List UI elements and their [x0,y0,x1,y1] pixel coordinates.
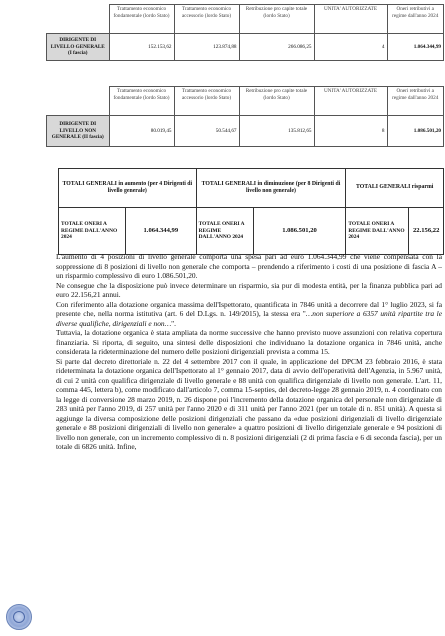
cost-table-general-level [46,4,444,61]
cell-charges: 1.064.344,99 [387,34,444,61]
cell-fundamental: 80.019,45 [109,116,174,147]
paragraph-savings: Ne consegue che la disposizione può invece determinare un risparmio, sia pur di modesta entità, per la finanza pubblica pari ad euro 22.156,21 annui. [56,280,442,299]
totals-savings-header: TOTALI GENERALI risparmi [346,169,444,208]
cell-fundamental: 152.153,62 [109,34,174,61]
total-label-increase: TOTALE ONERI A REGIME DALL'ANNO 2024 [59,208,126,255]
header-fundamental: Trattamento economico fondamentale (lordo Stato) [109,87,174,116]
paragraph-expansion: Tuttavia, la dotazione organica è stata ampliata da norme successive che hanno previsto nuove assunzioni con relativa copertura finanziaria. Si riporta, di seguito, una sintesi delle disposizioni che individuano la dotazione organica in 7846 unità, anche considerata la rideterminazione del numero delle posizioni dirigenziali prevista a comma 15. [56,328,442,356]
header-accessory: Trattamento economico accessorio (lordo Stato) [174,5,239,34]
header-per-capita: Retribuzione pro capite totale (lordo Stato) [239,87,314,116]
total-label-savings: TOTALE ONERI A REGIME DALL'ANNO 2024 [346,208,409,255]
header-units: UNITA' AUTORIZZATE [314,87,387,116]
total-value-savings: 22.156,22 [409,208,444,255]
republic-seal-icon [6,604,32,630]
header-charges: Oneri retributivi a regime dall'anno 2024 [387,87,444,116]
header-per-capita: Retribuzione pro capite totale (lordo Stato) [239,5,314,34]
cost-table-non-general-level [46,86,444,147]
cell-units: 8 [314,116,387,147]
row-label: DIRIGENTE DI LIVELLO GENERALE (I fascia) [47,34,110,61]
totals-increase-header: TOTALI GENERALI in aumento (per 4 Dirigenti di livello generale) [59,169,197,208]
cell-accessory: 123.874,88 [174,34,239,61]
header-accessory: Trattamento economico accessorio (lordo Stato) [174,87,239,116]
cell-accessory: 50.544,67 [174,116,239,147]
header-charges: Oneri retributivi a regime dall'anno 2024 [387,5,444,34]
header-fundamental: Trattamento economico fondamentale (lordo Stato) [109,5,174,34]
cell-units: 4 [314,34,387,61]
total-value-increase: 1.064.344,99 [126,208,197,255]
cell-charges: 1.086.501,20 [387,116,444,147]
body-text [56,252,442,452]
paragraph-staffing: Con riferimento alla dotazione organica massima dell'Ispettorato, quantificata in 7846 unità a decorrere dal 1° luglio 2023, si fa presente che, nella norma istitutiva (art. 6 del D.Lgs. n. 149/2015), la stessa era "…non superiore a 6357 unità ripartite tra le diverse qualifiche, dirigenziali e non…". [56,299,442,328]
total-label-decrease: TOTALE ONERI A REGIME DALL'ANNO 2024 [196,208,253,255]
paragraph-decree: Si parte dal decreto direttoriale n. 22 del 4 settembre 2017 con il quale, in applicazione del DPCM 23 febbraio 2016, è stata rideterminata la dotazione organica dell'Ispettorato al 1° gennaio 2017, data di avvio dell'operatività dell'Agenzia, in 5.967 unità, di cui 2 unità con qualifica dirigenziale di livello generale e 88 unità con qualifica dirigenziale di livello non generale. L'art. 11, comma 445, lettera b), come modificato dall'articolo 7, comma 15-septies, del decreto-legge 28 gennaio 2019, n. 4 coordinato con la legge di conversione 28 marzo 2019, n. 26 dispone poi l'incremento della dotazione organica del personale non dirigenziale di 283 unità per l'anno 2019, di 257 unità per l'anno 2020 e di 311 unità per l'anno 2021 (per un totale di n. 851 unità). A questa si aggiunge la diversa composizione delle posizioni dirigenziali che passano da «due posizioni dirigenziali di livello dirigenziale generale e 88 posizioni dirigenziali di livello non generale» a quattro posizioni di livello dirigenziale generale e 94 posizioni di livello non generale, con un incremento complessivo di n. 8 posizioni dirigenziali (2 di prima fascia e 6 di seconda fascia), per un totale di 6826 unità. Infine, [56,356,442,451]
total-value-decrease: 1.086.501,20 [253,208,346,255]
header-units: UNITA' AUTORIZZATE [314,5,387,34]
totals-table [58,168,444,255]
quoted-norm: …non superiore a 6357 unità ripartite tra le diverse qualifiche, dirigenziali e non… [56,309,442,328]
cell-per-capita: 135.812,65 [239,116,314,147]
cell-per-capita: 266.086,25 [239,34,314,61]
paragraph-increase-cost: L'aumento di 4 posizioni di livello generale comporta una spesa pari ad euro 1.064.344,99 che viene compensata con la soppressione di 8 posizioni di livello non generale che comporta – prendendo a riferimento i costi di una posizione di fascia A – un risparmio complessivo di euro 1.086.501,20. [56,252,442,280]
row-label: DIRIGENTE DI LIVELLO NON GENERALE (II fascia) [47,116,110,147]
totals-decrease-header: TOTALI GENERALI in diminuzione (per 8 Dirigenti di livello non generale) [196,169,346,208]
